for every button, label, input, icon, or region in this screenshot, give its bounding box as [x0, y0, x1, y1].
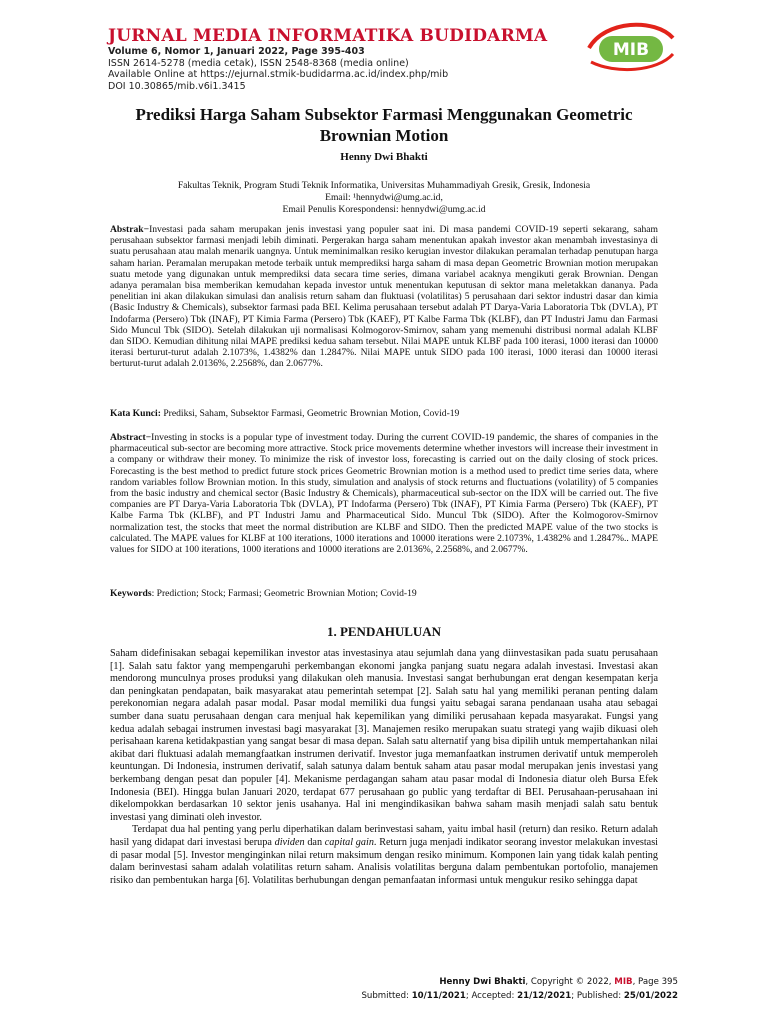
abstrak-paragraph	[110, 224, 658, 370]
abstrak-label: Abstrak−	[110, 224, 150, 235]
para2-italic-capital-gain: capital gain	[324, 836, 374, 848]
body-paragraph-2	[110, 824, 658, 887]
submitted-label: Submitted:	[361, 991, 412, 1001]
body-paragraph-1: Saham didefinisakan sebagai kepemilikan investor atas investasinya atau sejumlah dana yang diinvestasikan pada suatu perusahaan [1]. Salah satu faktor yang mempengaruhi perkembangan ekonomi jangka panjang suatu negara adalah investasi. Investasi akan mendorong munculnya proses produksi yang dilakukan oleh manusia. Investasi sangat berhubungan erat dengan kesempatan kerja dan peningkatan pendapatan, baik masyarakat atau pemerintah setempat [2]. Salah satu hal yang memiliki peranan penting dalam perekonomian negara adalah pasar modal. Pasar modal memiliki dua fungsi yaitu sebagai sarana pendanaan usaha atau sebagai sumber dana suatu perusahaan dengan cara menjual hak kepemilikan yang dimiliki perusahaan kepada masyarakat. Fungsi yang kedua adalah sebagai instrumen investasi bagi masyarakat [3]. Manajemen resiko merupakan suatu strategi yang wajib dikuasi oleh perisahaan karena ketidakpastian yang sangat besar di masa depan. Salah satu alternatif yang bisa dipilih untuk mempertahankan nilai akibat dari fluktuasi adalah memangfaatkan instrumen derivatif. Investor juga memanfaatkan instrumen derivatif untuk memperoleh keuntungan. Di Indonesia, instrumen derivatif, salah satunya dalam bentuk saham atau pasar modal merupakan jenis investasi yang berkembang dengan pesat dan populer [4]. Mekanisme perdagangan saham atau pasar modal di Indonesia diatur oleh Bursa Efek Indonesia (BEI). Hingga bulan Januari 2020, terdapat 677 perusahaan go public yang terdaftar di BEI. Perusahaan-perusahaan ini dikelompokkan berdasarkan 10 sektor jenis usahanya. Hal ini mengindikasikan bahwa saham masih menjadi salah satu bentuk investasi yang diminati oleh investor.	[110, 648, 658, 823]
affiliation: Fakultas Teknik, Program Studi Teknik Informatika, Universitas Muhammadiyah Gresik, Gresik, Indonesia	[177, 180, 591, 191]
journal-available-online: Available Online at https://ejurnal.stmik-budidarma.ac.id/index.php/mib	[108, 69, 449, 80]
paper-title-line1: Prediksi Harga Saham Subsektor Farmasi Menggunakan Geometric	[135, 105, 633, 124]
section-body	[110, 648, 658, 887]
para2-italic-dividen: dividen	[274, 836, 305, 848]
abstrak-text: Investasi pada saham merupakan jenis investasi yang populer saat ini. Di masa pandemi COVID-19 seperti sekarang, saham perusahaan subsektor farmasi menjadi lebih diminati. Pergerakan harga saham menentukan apakah investor akan menambah investasinya di suatu perusahaan atau malah menarik uangnya. Untuk meminimalkan resiko kerugian investor dilakukan peramalan terhadap penutupan harga saham harian. Peramalan merupakan metode terbaik untuk memprediksi harga saham di masa depan Geometric Brownian motion merupakan suatu metode yang digunakan untuk memprediksi data secara time series, dimana variabel acaknya mengikuti gerak Brownian. Dengan adanya peramalan bisa memberikan kemudahan kepada investor untuk menentukan keputusan di sektor mana meletakkan dananya. Pada penelitian ini akan dilakukan simulasi dan analisis return saham dan fluktuasi (volatilitas) 5 perusahaan dari sektor industri dasar dan kimia (Basic Industry & Chemicals), subsektor farmasi pada BEI. Kelima perusahaan tersebut adalah PT Darya-Varia Laboratoria Tbk (DVLA), PT Indofarma (Persero) Tbk (INAF), PT Kimia Farma (Persero) Tbk (KAEF), PT Kalbe Farma Tbk (KLBF), dan PT Industri Jamu dan Farmasi Sido Muncul Tbk (SIDO). Setelah dilakukan uji normalisasi Kolmogorov-Smirnov, saham yang memenuhi distribusi normal adalah KLBF dan SIDO. Kemudian dihitung nilai MAPE prediksi kedua saham tersebut. Nilai MAPE untuk KLBF pada 100 iterasi, 1000 iterasi dan 10000 iterasi berturut-turut adalah 2.1073%, 1.4382% dan 1.2847%. Nilai MAPE untuk SIDO pada 100 iterasi, 1000 iterasi dan 10000 iterasi berturut-turut adalah 2.0136%, 2.2568%, dan 2.0677%.	[110, 224, 658, 370]
journal-issn: ISSN 2614-5278 (media cetak), ISSN 2548-8368 (media online)	[108, 57, 409, 69]
paper-title-line2: Brownian Motion	[319, 126, 449, 145]
logo-text: MIB	[612, 40, 650, 60]
footer-page: , Page 395	[632, 977, 678, 987]
author-affiliation-block	[110, 180, 658, 216]
footer-author: Henny Dwi Bhakti	[439, 977, 526, 987]
journal-doi: DOI 10.30865/mib.v6i1.3415	[108, 80, 246, 92]
keywords-label: Keywords	[110, 588, 152, 599]
footer-journal: MIB	[614, 977, 633, 987]
kata-kunci-label: Kata Kunci:	[110, 408, 161, 419]
abstract-paragraph	[110, 432, 658, 555]
para2-text-a: Terdapat dua hal penting yang perlu diperhatikan dalam berinvestasi saham, yaitu imbal hasil (return) dan resiko. Return adalah hasil yang didapat dari investasi berupa	[110, 824, 658, 848]
footer-copyright	[439, 976, 678, 989]
keywords-text: : Prediction; Stock; Farmasi; Geometric Brownian Motion; Covid-19	[151, 588, 417, 599]
footer-copyright-text: , Copyright © 2022,	[525, 977, 615, 987]
journal-name: JURNAL MEDIA INFORMATIKA BUDIDARMA	[108, 26, 548, 46]
footer-dates	[361, 990, 678, 1003]
accepted-date: 21/12/2021	[517, 991, 572, 1001]
abstract-label: Abstract−	[110, 432, 152, 443]
kata-kunci-text: Prediksi, Saham, Subsektor Farmasi, Geometric Brownian Motion, Covid-19	[163, 408, 460, 419]
author-email: Email: ¹hennydwi@umg.ac.id,	[325, 192, 443, 203]
published-date: 25/01/2022	[623, 991, 678, 1001]
abstract-text: Investing in stocks is a popular type of investment today. During the current COVID-19 pandemic, the shares of companies in the pharmaceutical sub-sector are becoming more attractive. Stock price movements determine whether investors will increase their investment in a company or withdraw their money. To minimize the risk of investor loss, forecasting is carried out on the daily closing of stock prices. Forecasting is the best method to predict future stock prices Geometric Brownian motion is a method used to predict time series data, where random variables follow Brownian motion. In this study, simulation and analysis of stock returns and fluctuations (volatility) of 5 companies from the basic industry and chemical sector (Basic Industry & Chemicals), pharmaceutical sub-sector on the IDX will be carried out. The five companies are PT Darya-Varia Laboratoria Tbk (DVLA), PT Indofarma (Persero) Tbk (INAF), PT Kimia Farma (Persero) Tbk (KAEF), PT Kalbe Farma Tbk (KLBF), and PT Industri Jamu and Pharmaceutical Sido. Muncul Tbk (SIDO). After the Kolmogorov-Smirnov normalization test, the stocks that meet the normal distribution are KLBF and SIDO. Then the predicted MAPE value of the two stocks is calculated. The MAPE values for KLBF at 100 iterations, 1000 iterations and 10000 iterations were 2.1073%, 1.4382% and 1.2847%.. MAPE values for SIDO at 100 iterations, 1000 iterations and 10000 iterations are 2.0136%, 2.2568%, and 2.0677%.	[110, 432, 658, 556]
section-heading: 1. PENDAHULUAN	[326, 624, 442, 639]
paper-author: Henny Dwi Bhakti	[340, 151, 428, 163]
submitted-date: 10/11/2021	[411, 991, 466, 1001]
para2-text-b: dan	[304, 836, 325, 848]
journal-volume: Volume 6, Nomor 1, Januari 2022, Page 395-403	[108, 46, 365, 57]
corresponding-email: Email Penulis Korespondensi: hennydwi@umg.ac.id	[282, 204, 486, 215]
kata-kunci-line	[110, 408, 658, 420]
paper-title	[110, 104, 658, 146]
published-label: ; Published:	[571, 991, 624, 1001]
para2-text-c: . Return juga menjadi indikator seorang investor melakukan investasi di pasar modal [5]. Investor menginginkan nilai return maksimum dengan resiko minimum. Komponen lain yang tidak kalah penting dalam berinvestasi saham adalah volatilitas return saham. Analisis volatilitas berguna dalam pembentukan portofolio, manajemen risiko dan pembentukan harga [6]. Volatilitas berhubungan dengan pemanfaatan informasi untuk mengukur resiko sehingga dapat	[110, 836, 658, 886]
keywords-line	[110, 588, 658, 600]
accepted-label: ; Accepted:	[465, 991, 518, 1001]
journal-logo-icon	[585, 18, 677, 74]
journal-header	[108, 26, 568, 92]
